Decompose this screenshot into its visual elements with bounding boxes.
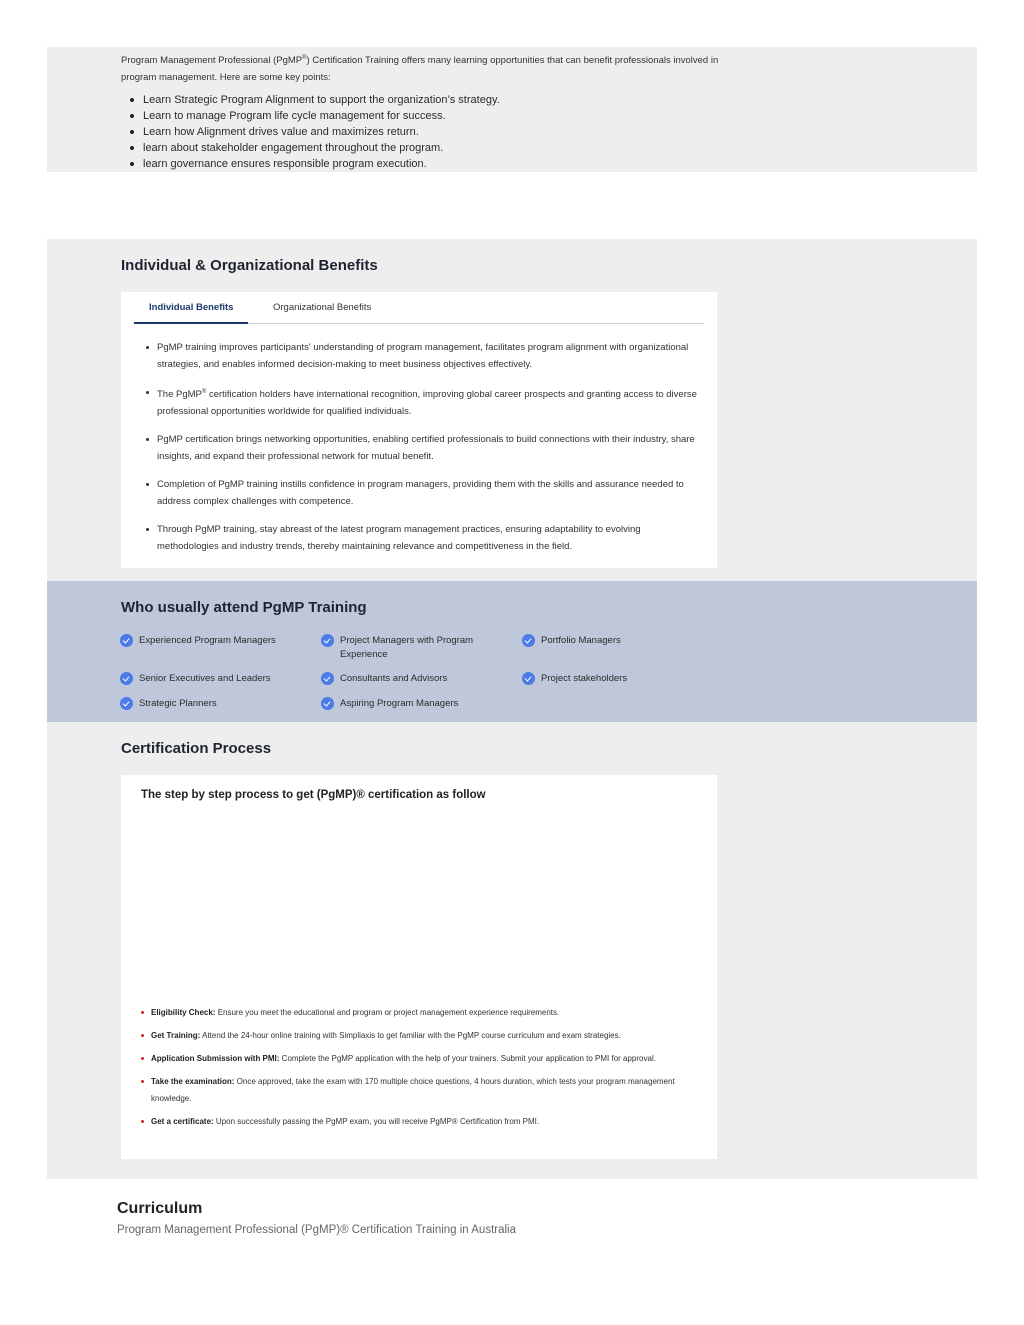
certification-section (47, 722, 977, 1179)
benefits-tabs (134, 292, 704, 324)
attendee-item: Senior Executives and Leaders (120, 672, 300, 686)
step-item: Eligibility Check: Ensure you meet the educational and program or project management experience requirements. (151, 1004, 696, 1021)
step-item: Get a certificate: Upon successfully passing the PgMP exam, you will receive PgMP® Certification from PMI. (151, 1113, 696, 1130)
tab-individual-benefits[interactable]: Individual Benefits (149, 302, 234, 313)
certification-heading: The step by step process to get (PgMP)® certification as follow (141, 789, 486, 801)
attendees-title: Who usually attend PgMP Training (121, 599, 367, 616)
attendees-section (47, 581, 977, 722)
certification-card (121, 775, 717, 1159)
check-circle-icon (321, 697, 334, 710)
list-item: PgMP training improves participants' understanding of program management, facilitates program alignment with organizational strategies, and enables informed decision-making to meet business objectives effectively. (157, 339, 702, 373)
list-item: Learn Strategic Program Alignment to support the organization’s strategy. (143, 94, 500, 106)
attendee-item: Project stakeholders (522, 672, 702, 686)
active-tab-indicator (134, 322, 248, 324)
attendee-item: Experienced Program Managers (120, 634, 300, 648)
attendee-item: Project Managers with Program Experience (321, 634, 501, 662)
step-item: Application Submission with PMI: Complete the PgMP application with the help of your trainers. Submit your application to PMI for approval. (151, 1050, 696, 1067)
list-item: Learn how Alignment drives value and maximizes return. (143, 124, 500, 140)
list-item: Learn to manage Program life cycle management for success. (143, 108, 500, 124)
check-circle-icon (120, 634, 133, 647)
benefits-title: Individual & Organizational Benefits (121, 257, 378, 274)
list-item: Completion of PgMP training instills confidence in program managers, providing them with the skills and assurance needed to address complex challenges with competence. (157, 476, 702, 510)
curriculum-title: Curriculum (117, 1200, 203, 1217)
benefits-card (121, 292, 717, 568)
list-item: PgMP certification brings networking opportunities, enabling certified professionals to build connections with their industry, share insights, and expand their professional network for mutual benefit. (157, 431, 702, 465)
list-item: Through PgMP training, stay abreast of the latest program management practices, ensuring adaptability to evolving methodologies and industry trends, thereby maintaining relevance and competitiveness in the field. (157, 521, 702, 555)
check-circle-icon (321, 672, 334, 685)
check-circle-icon (120, 672, 133, 685)
intro-paragraph: Program Management Professional (PgMP®) Certification Training offers many learning opportunities that can benefit professionals involved in program management. Here are some key points: (121, 55, 719, 84)
benefits-list (157, 339, 702, 566)
step-item: Get Training: Attend the 24-hour online training with Simpliaxis to get familiar with the PgMP course curriculum and exam strategies. (151, 1027, 696, 1044)
list-item: learn about stakeholder engagement throughout the program. (143, 140, 500, 156)
key-points-list (143, 92, 500, 172)
attendee-item: Portfolio Managers (522, 634, 702, 648)
list-item: learn governance ensures responsible program execution. (143, 156, 500, 172)
attendee-item: Aspiring Program Managers (321, 697, 501, 711)
curriculum-subtitle: Program Management Professional (PgMP)® Certification Training in Australia (117, 1224, 517, 1236)
step-item: Take the examination: Once approved, take the exam with 170 multiple choice questions, 4 hours duration, which tests your program management knowledge. (151, 1073, 696, 1107)
check-circle-icon (522, 634, 535, 647)
certification-title: Certification Process (121, 740, 272, 757)
attendee-item: Consultants and Advisors (321, 672, 501, 686)
check-circle-icon (321, 634, 334, 647)
list-item: The PgMP® certification holders have international recognition, improving global career prospects and granting access to diverse professional opportunities worldwide for qualified individuals. (157, 384, 702, 420)
tab-organizational-benefits[interactable]: Organizational Benefits (273, 302, 372, 313)
attendee-item: Strategic Planners (120, 697, 300, 711)
intro-section (47, 47, 977, 172)
check-circle-icon (120, 697, 133, 710)
check-circle-icon (522, 672, 535, 685)
benefits-section (47, 239, 977, 581)
certification-steps (151, 1004, 696, 1136)
